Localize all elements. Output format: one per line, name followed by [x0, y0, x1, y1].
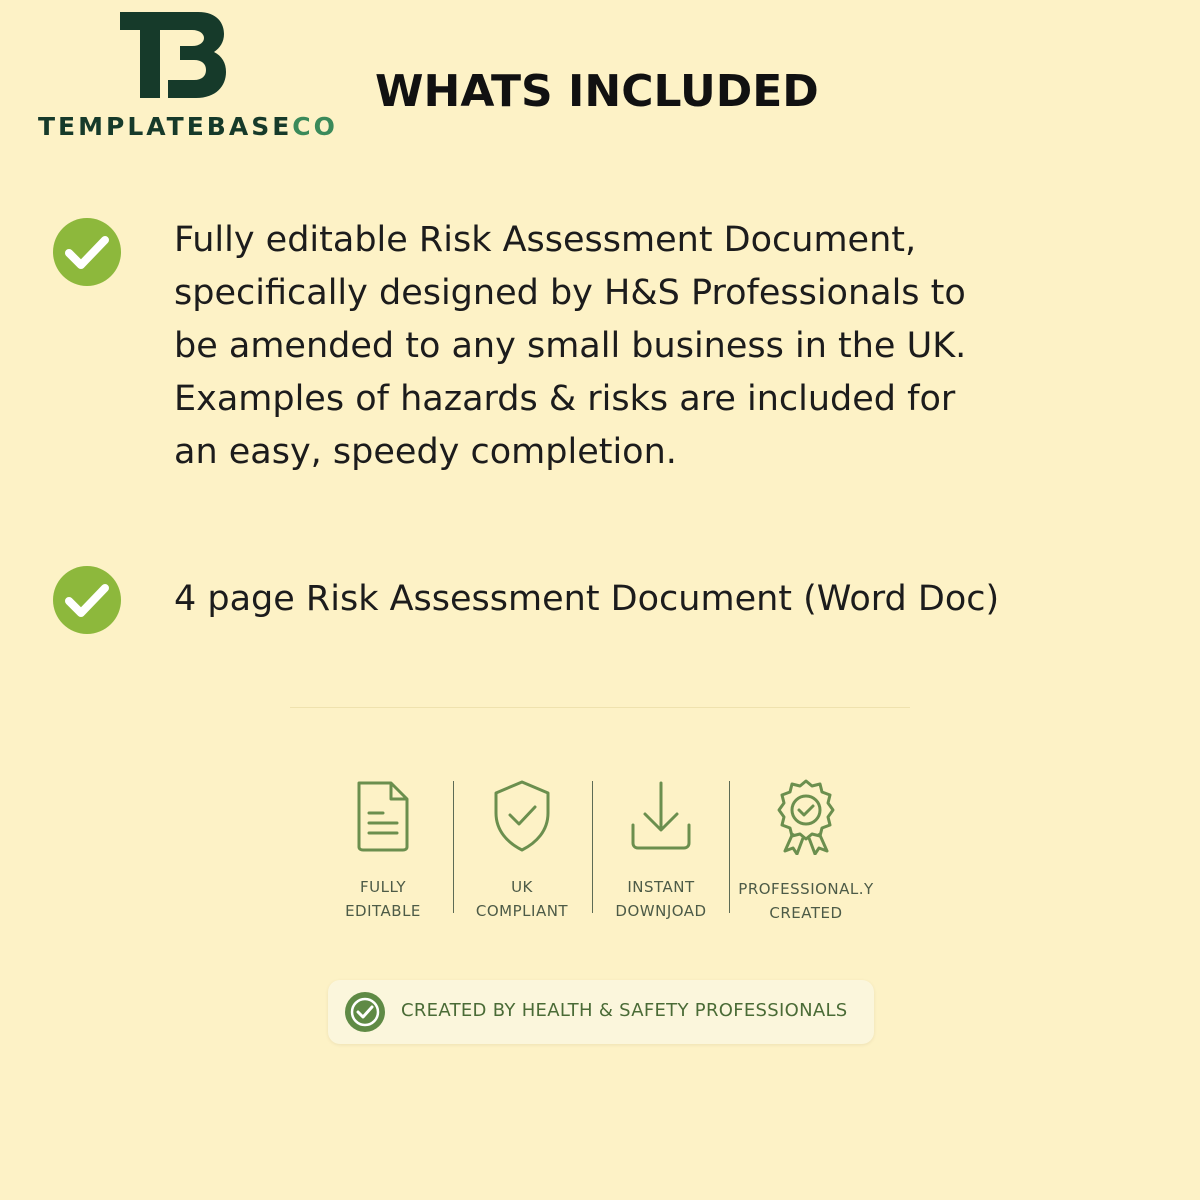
feature-line: specifically designed by H&S Professionals to [174, 273, 966, 313]
badge-separator [729, 781, 730, 913]
feature-line: 4 page Risk Assessment Document (Word Doc) [174, 579, 1000, 619]
feature-description [174, 573, 999, 626]
page-title: WHATS INCLUDED [375, 66, 819, 117]
feature-line: Examples of hazards & risks are included for [174, 379, 956, 419]
shield-check-icon [490, 779, 554, 853]
document-icon [353, 779, 413, 853]
divider [290, 707, 910, 708]
feature-line: be amended to any small business in the UK. [174, 326, 967, 366]
badge-label: PROFESSIONAL.Y [738, 880, 874, 898]
download-icon [628, 779, 694, 853]
badge-label: FULLY [360, 878, 406, 896]
brand-name: TEMPLATEBASECO [38, 112, 338, 141]
check-circle-icon [345, 992, 385, 1032]
badge-label: DOWNJOAD [615, 902, 707, 920]
brand-monogram [118, 10, 228, 100]
badge-fully-editable [313, 779, 453, 923]
feature-line: Fully editable Risk Assessment Document, [174, 220, 917, 260]
check-circle-icon [53, 566, 121, 634]
badge-label: CREATED [769, 904, 843, 922]
badge-label: COMPLIANT [475, 902, 569, 920]
badge-uk-compliant [452, 779, 592, 923]
badge-label: EDITABLE [345, 902, 421, 920]
award-ribbon-icon [775, 779, 837, 855]
badge-label: INSTANT [627, 878, 695, 896]
badge-label: UK [511, 878, 533, 896]
feature-description [174, 214, 966, 479]
professionals-label: CREATED BY HEALTH & SAFETY PROFESSIONALS [401, 1000, 848, 1021]
professionals-badge [328, 980, 874, 1044]
badge-professionally-created [735, 779, 877, 925]
check-circle-icon [53, 218, 121, 286]
feature-line: an easy, speedy completion. [174, 432, 677, 472]
badge-instant-download [591, 779, 731, 923]
